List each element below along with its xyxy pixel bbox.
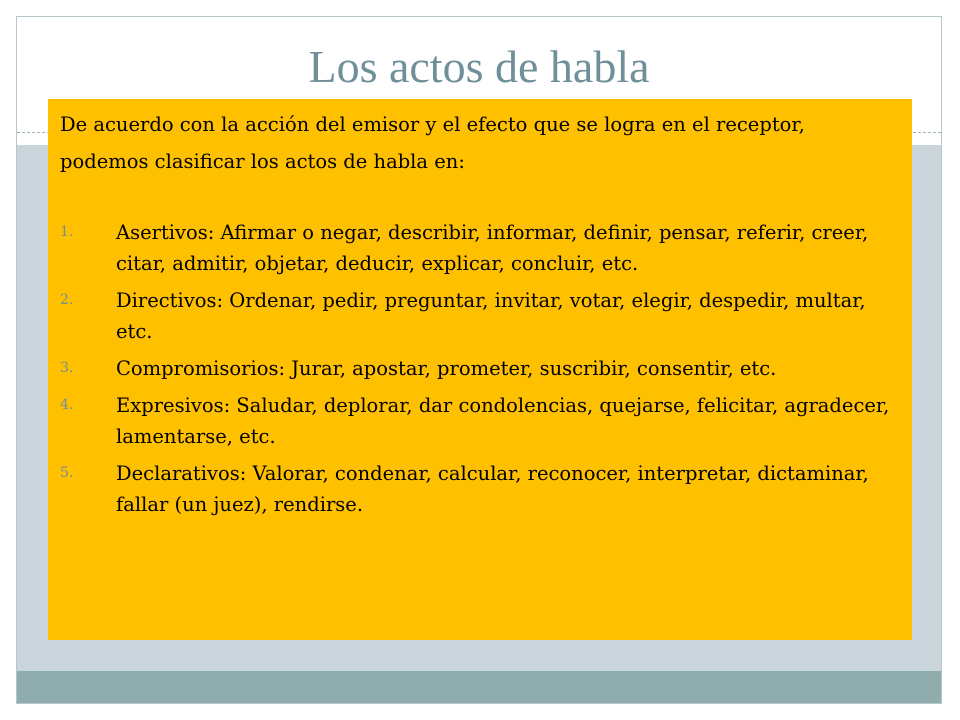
footer-band [17,671,941,703]
list-number: 3. [60,360,74,376]
slide-title: Los actos de habla [308,41,650,92]
list-number: 1. [60,224,74,240]
list-item [60,217,892,279]
list-item-text: Asertivos: Afirmar o negar, describir, informar, definir, pensar, referir, creer, citar, admitir, objetar, deducir, explicar, concluir, etc. [116,221,869,275]
list-number: 2. [60,292,74,308]
content-box [48,99,912,640]
intro-line-1: De acuerdo con la acción del emisor y el efecto que se logra en el receptor, [60,113,805,136]
list-item-text: Compromisorios: Jurar, apostar, prometer, suscribir, consentir, etc. [116,357,777,380]
list-item-text: Declarativos: Valorar, condenar, calcular, reconocer, interpretar, dictaminar, fallar (un juez), rendirse. [116,462,869,516]
intro-line-2: podemos clasificar los actos de habla en: [60,150,465,173]
list-number: 5. [60,465,74,481]
list-item [60,353,892,384]
list-item [60,458,892,520]
speech-act-list [60,217,892,520]
list-item-text: Directivos: Ordenar, pedir, preguntar, invitar, votar, elegir, despedir, multar, etc. [116,289,866,343]
list-item-text: Expresivos: Saludar, deplorar, dar condolencias, quejarse, felicitar, agradecer, lamentarse, etc. [116,394,890,448]
list-number: 4. [60,397,74,413]
list-item [60,285,892,347]
list-item [60,390,892,452]
